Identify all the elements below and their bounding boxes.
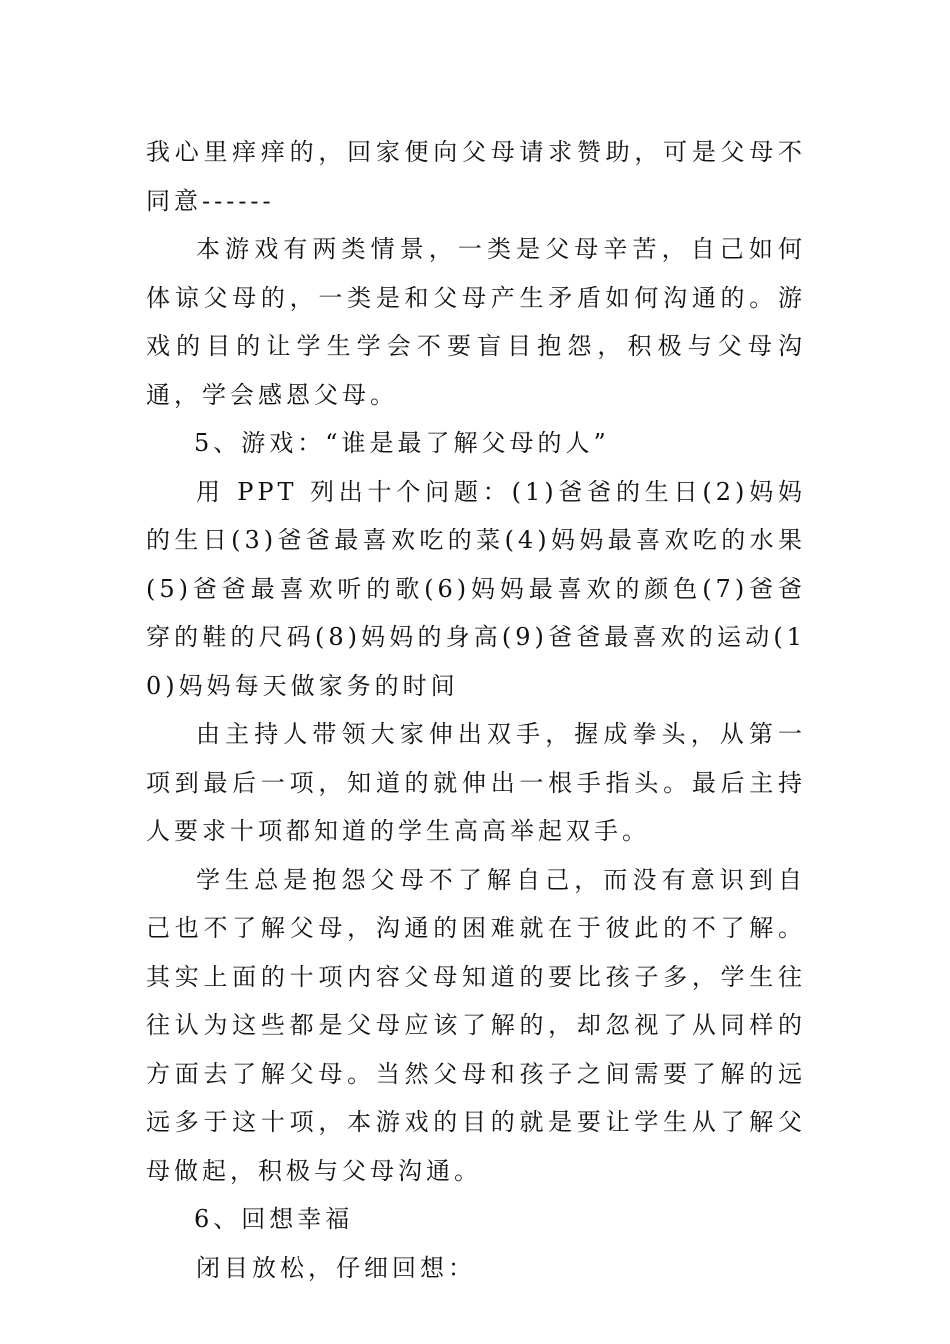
paragraph-game-purpose: 学生总是抱怨父母不了解自己，而没有意识到自己也不了解父母，沟通的困难就在于彼此的不了解。其实上面的十项内容父母知道的要比孩子多，学生往往认为这些都是父母应该了解的，却忽视了从同样的方面去了解父母。当然父母和孩子之间需要了解的远远多于这十项，本游戏的目的就是要让学生从了解父母做起，积极与父母沟通。 bbox=[146, 865, 806, 1185]
paragraph-host-instructions: 由主持人带领大家伸出双手，握成拳头，从第一项到最后一项，知道的就伸出一根手指头。最后主持人要求十项都知道的学生高高举起双手。 bbox=[146, 720, 806, 845]
paragraph-recall-instruction: 闭目放松，仔细回想： bbox=[196, 1253, 476, 1282]
paragraph-continuation: 我心里痒痒的，回家便向父母请求赞助，可是父母不同意------ bbox=[146, 138, 806, 215]
section-heading-5: 5、游戏：“谁是最了解父母的人” bbox=[194, 429, 610, 457]
section-heading-6: 6、回想幸福 bbox=[194, 1205, 354, 1233]
paragraph-question-list: 用 PPT 列出十个问题：(1)爸爸的生日(2)妈妈的生日(3)爸爸最喜欢吃的菜(4)妈妈最喜欢吃的水果(5)爸爸最喜欢听的歌(6)妈妈最喜欢的颜色(7)爸爸穿的鞋的尺码(8)妈妈的身高(9)爸爸最喜欢的运动(10)妈妈每天做家务的时间 bbox=[146, 477, 806, 700]
paragraph-game-description: 本游戏有两类情景，一类是父母辛苦，自己如何体谅父母的，一类是和父母产生矛盾如何沟通的。游戏的目的让学生学会不要盲目抱怨，积极与父母沟通，学会感恩父母。 bbox=[146, 235, 806, 409]
document-body bbox=[146, 128, 806, 1292]
